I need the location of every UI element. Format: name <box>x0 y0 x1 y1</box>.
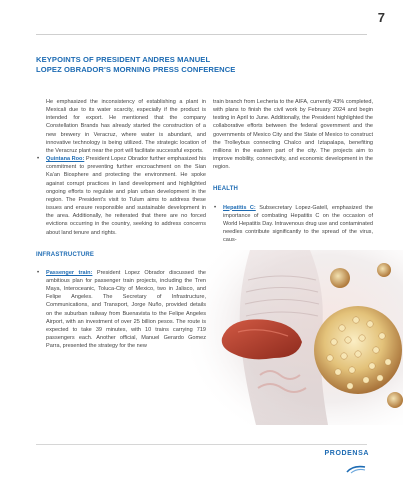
page-title: KEYPOINTS OF PRESIDENT ANDRES MANUEL LOPEZ OBRADOR'S MORNING PRESS CONFERENCE <box>36 55 236 74</box>
page-number: 7 <box>377 10 385 25</box>
hepatitis-item <box>213 204 373 245</box>
infrastructure-heading: INFRASTRUCTURE <box>36 251 95 258</box>
footer-divider <box>36 444 367 445</box>
health-heading: HEALTH <box>213 186 239 193</box>
quintana-roo-text: President Lopez Obrador further emphasized his commitment to preventing further encroachment on the Sian Ka'an Biosphere and protecting the environment. He spoke against corrupt practices in land development and highlighted ongoing efforts to regulate and plan urban development in the region. The President's visit to Tulum aims to address these issues and ensure responsible and sustainable development in the area. Additionally, he reiterated that there are no forced evictions occurring in the country, seeking to address concerns about land tenure and rights. <box>46 156 206 236</box>
quintana-roo-label: Quintana Roo: <box>46 156 85 163</box>
hepatitis-label: Hepatitis C: <box>223 204 256 211</box>
hepatitis-virus-liver-illustration <box>190 250 403 425</box>
header-divider <box>36 34 367 35</box>
right-column <box>213 98 373 244</box>
passenger-train-text: President Lopez Obrador discussed the ambitious plan for passenger train projects, including the Tren Maya, Interoceanic, Toluca-City of Mexico, two in Jalisco, and Felipe Angeles. The Secretary of Infrastructure, Communications, and Transport, Jorge Nuño, provided details on the suburban railway from Buenavista to the Felipe Angeles Airport, with an investment of over 25 billion pesos. The route is expected to take 39 minutes, with 10 trains carrying 719 passengers each. Another official, Manuel Gerardo Gomez Parra, presented the strategy for the new <box>46 269 207 350</box>
hepatitis-text: Subsecretary Lopez-Gatell, emphasized the importance of combating Hepatitis C on the occasion of World Hepatitis Day. Intravenous drug use and contaminated needles contribute significantly to the spread of the virus, caus- <box>223 204 373 244</box>
left-paragraph: He emphasized the inconsistency of establishing a plant in Mexicali due to its water scarcity, especially if the product is intended for export. He mentioned that the company Constellation Brands has already started the construction of a new brewery in Veracruz, where water is abundant, and innovative technology is being utilized. The strategic location of the Veracruz plant near the port will facilitate successful exports. <box>46 99 206 154</box>
prodensa-swoosh-icon <box>345 461 367 471</box>
passenger-train-label: Passenger train: <box>46 269 93 276</box>
quintana-roo-item <box>36 155 206 237</box>
prodensa-logo: PRODENSA <box>324 450 369 457</box>
right-paragraph: train branch from Lecheria to the AIFA, currently 43% completed, with plans to finish the civil work by February 2024 and begin testing in April to June. Additionally, the President highlighted the collaborative efforts between the federal government and the governments of Mexico City and the State of Mexico to construct the Trolleybus connecting Chalco and Iztapalapa, benefiting millions in the eastern part of the city. The projects aim to improve mobility, connectivity, and economic development in the region. <box>213 99 373 171</box>
left-column <box>36 98 206 350</box>
passenger-train-item <box>36 269 206 351</box>
